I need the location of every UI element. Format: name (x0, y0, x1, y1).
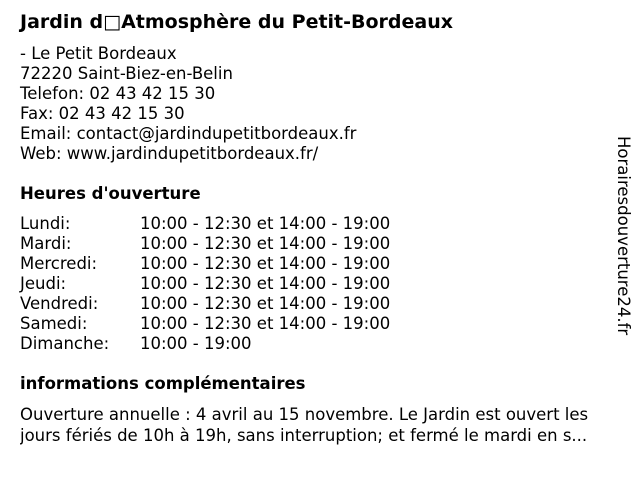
time-value: 10:00 - 12:30 et 14:00 - 19:00 (140, 314, 391, 333)
info-heading: informations complémentaires (20, 374, 306, 393)
info-description (20, 404, 626, 446)
day-label: Samedi: (20, 314, 88, 333)
time-value: 10:00 - 19:00 (140, 334, 252, 353)
phone-line: Telefon: 02 43 42 15 30 (20, 84, 216, 103)
info-line-2: jours fériés de 10h à 19h, sans interruption; et fermé le mardi en s... (20, 426, 588, 445)
address-line-2: 72220 Saint-Biez-en-Belin (20, 64, 233, 83)
info-line-1: Ouverture annuelle : 4 avril au 15 novembre. Le Jardin est ouvert les (20, 405, 589, 424)
time-value: 10:00 - 12:30 et 14:00 - 19:00 (140, 214, 391, 233)
day-label: Jeudi: (20, 274, 67, 293)
address-line-1: - Le Petit Bordeaux (20, 44, 177, 63)
page-title: Jardin d□Atmosphère du Petit-Bordeaux (20, 11, 454, 33)
watermark (612, 136, 634, 374)
contact-block (20, 44, 356, 164)
day-label: Vendredi: (20, 294, 99, 313)
time-value: 10:00 - 12:30 et 14:00 - 19:00 (140, 254, 391, 273)
day-label: Mercredi: (20, 254, 98, 273)
watermark-text: Horairesdouverture24.fr (614, 136, 633, 336)
email-line: Email: contact@jardindupetitbordeaux.fr (20, 124, 357, 143)
day-label: Dimanche: (20, 334, 110, 353)
day-label: Mardi: (20, 234, 72, 253)
web-line: Web: www.jardindupetitbordeaux.fr/ (20, 144, 319, 163)
time-value: 10:00 - 12:30 et 14:00 - 19:00 (140, 274, 391, 293)
fax-line: Fax: 02 43 42 15 30 (20, 104, 185, 123)
day-label: Lundi: (20, 214, 71, 233)
time-value: 10:00 - 12:30 et 14:00 - 19:00 (140, 294, 391, 313)
time-value: 10:00 - 12:30 et 14:00 - 19:00 (140, 234, 391, 253)
hours-heading: Heures d'ouverture (20, 184, 201, 203)
